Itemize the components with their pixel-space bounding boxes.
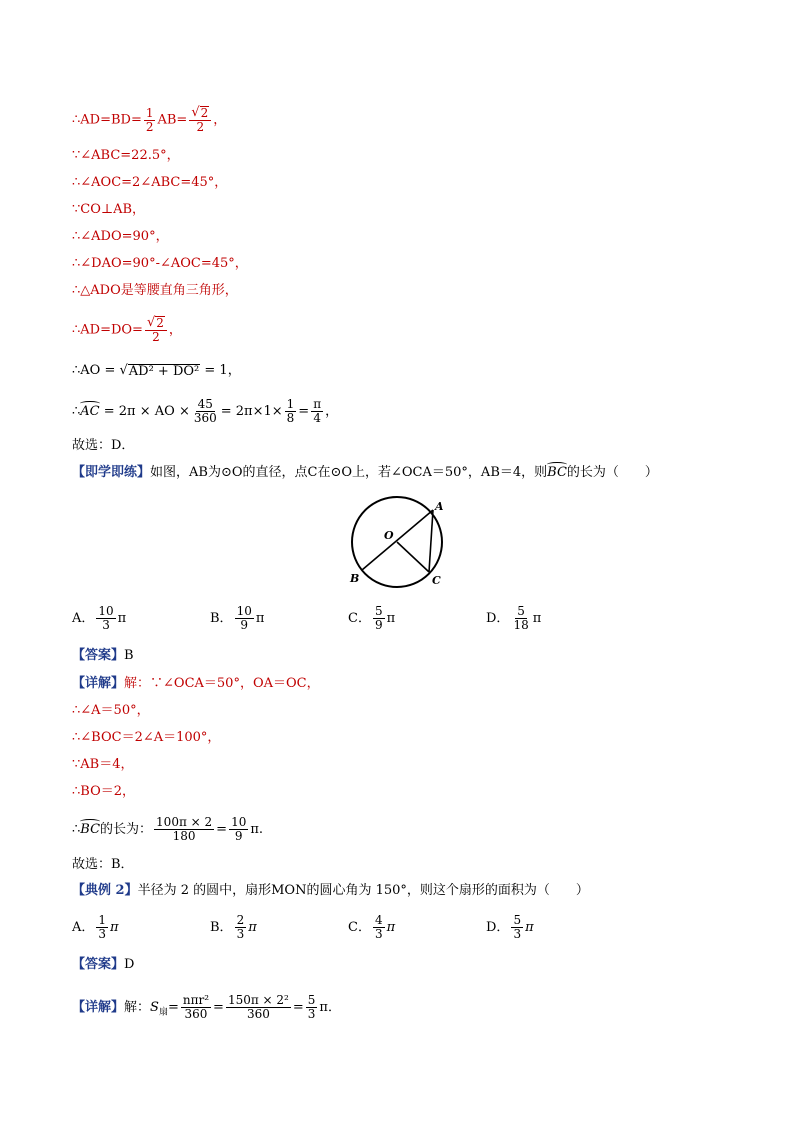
practice-option-d: D． $\frac{5}{18}$ π (486, 604, 542, 632)
circle-diagram (340, 492, 460, 592)
sol-choose: 故选：D． (72, 438, 135, 453)
practice-option-c: C． $\frac{5}{9}$ π (348, 604, 396, 632)
example2-question: 【典例 2】半径为 2 的圆中，扇形MON的圆心角为 150°，则这个扇形的面积为（ ） (72, 883, 589, 898)
sol-line-7: ∴△ADO是等腰直角三角形， (72, 283, 238, 298)
sol-line-3: ∴∠AOC=2∠ABC=45°， (72, 175, 228, 190)
example2-option-c: C． $\frac{4}{3}$ π (348, 913, 396, 941)
practice-detail-3: ∴∠BOC＝2∠A＝100°， (72, 730, 221, 745)
practice-option-a: A． $\frac{10}{3}$ π (72, 604, 127, 632)
practice-choose: 故选：B． (72, 857, 134, 872)
practice-detail-6: ∴BC的长为： $\frac{100\pi \times 2}{180}$ = $\frac{10}{9}$ π. (72, 815, 264, 843)
practice-detail-5: ∴BO＝2， (72, 784, 135, 799)
practice-detail-2: ∴∠A＝50°， (72, 703, 150, 718)
sol-line-4: ∵CO⊥AB， (72, 202, 146, 217)
sol-line-10: ∴AC = 2π × AO × $\frac{45}{360}$ = 2π×1× $\frac{1}{8}$ = $\frac{\pi}{4}$ ， (72, 397, 339, 425)
sol-line-1: ∴AD=BD= $\frac{1}{2}$ AB= √ 2 2 ， (72, 105, 227, 134)
example2-tag: 【典例 2】 (72, 883, 138, 898)
example2-option-a: A． $\frac{1}{3}$ π (72, 913, 119, 941)
practice-detail-4: ∵AB＝4， (72, 757, 134, 772)
practice-question: 【即学即练】如图，AB为⊙O的直径，点C在⊙O上，若∠OCA＝50°，AB＝4，则BC的长为（ ） (72, 465, 658, 480)
label-c: C (432, 574, 441, 587)
example2-detail: 【详解】解：$S_扇=$ $\frac{\text{nπr²}}{360}$ = $\frac{\text{150π × 2²}}{360}$ = $\frac{5}{3}$ π． (72, 993, 341, 1021)
sol-line-6: ∴∠DAO=90°-∠AOC=45°， (72, 256, 248, 271)
sol-line-5: ∴∠ADO=90°， (72, 229, 169, 244)
chord-ac (429, 510, 433, 572)
radius-oc (397, 542, 429, 572)
sol-line-2: ∵∠ABC=22.5°， (72, 148, 180, 163)
practice-option-b: B． $\frac{10}{9}$ π (210, 604, 265, 632)
sol-line-9: ∴AO = √ AD² + DO² = 1， (72, 363, 241, 379)
practice-tag: 【即学即练】 (72, 465, 151, 480)
practice-detail-1: 【详解】解：∵∠OCA＝50°，OA＝OC， (72, 676, 320, 691)
label-a: A (435, 500, 444, 513)
label-b: B (350, 572, 360, 585)
sol-line-8: ∴AD=DO= √ 2 2 ， (72, 315, 182, 344)
diameter-ab (362, 510, 433, 570)
example2-option-d: D． $\frac{5}{3}$ π (486, 913, 534, 941)
example2-answer: 【答案】D (72, 957, 135, 972)
practice-answer: 【答案】B (72, 648, 134, 663)
label-o: O (384, 529, 394, 542)
example2-option-b: B． $\frac{2}{3}$ π (210, 913, 257, 941)
